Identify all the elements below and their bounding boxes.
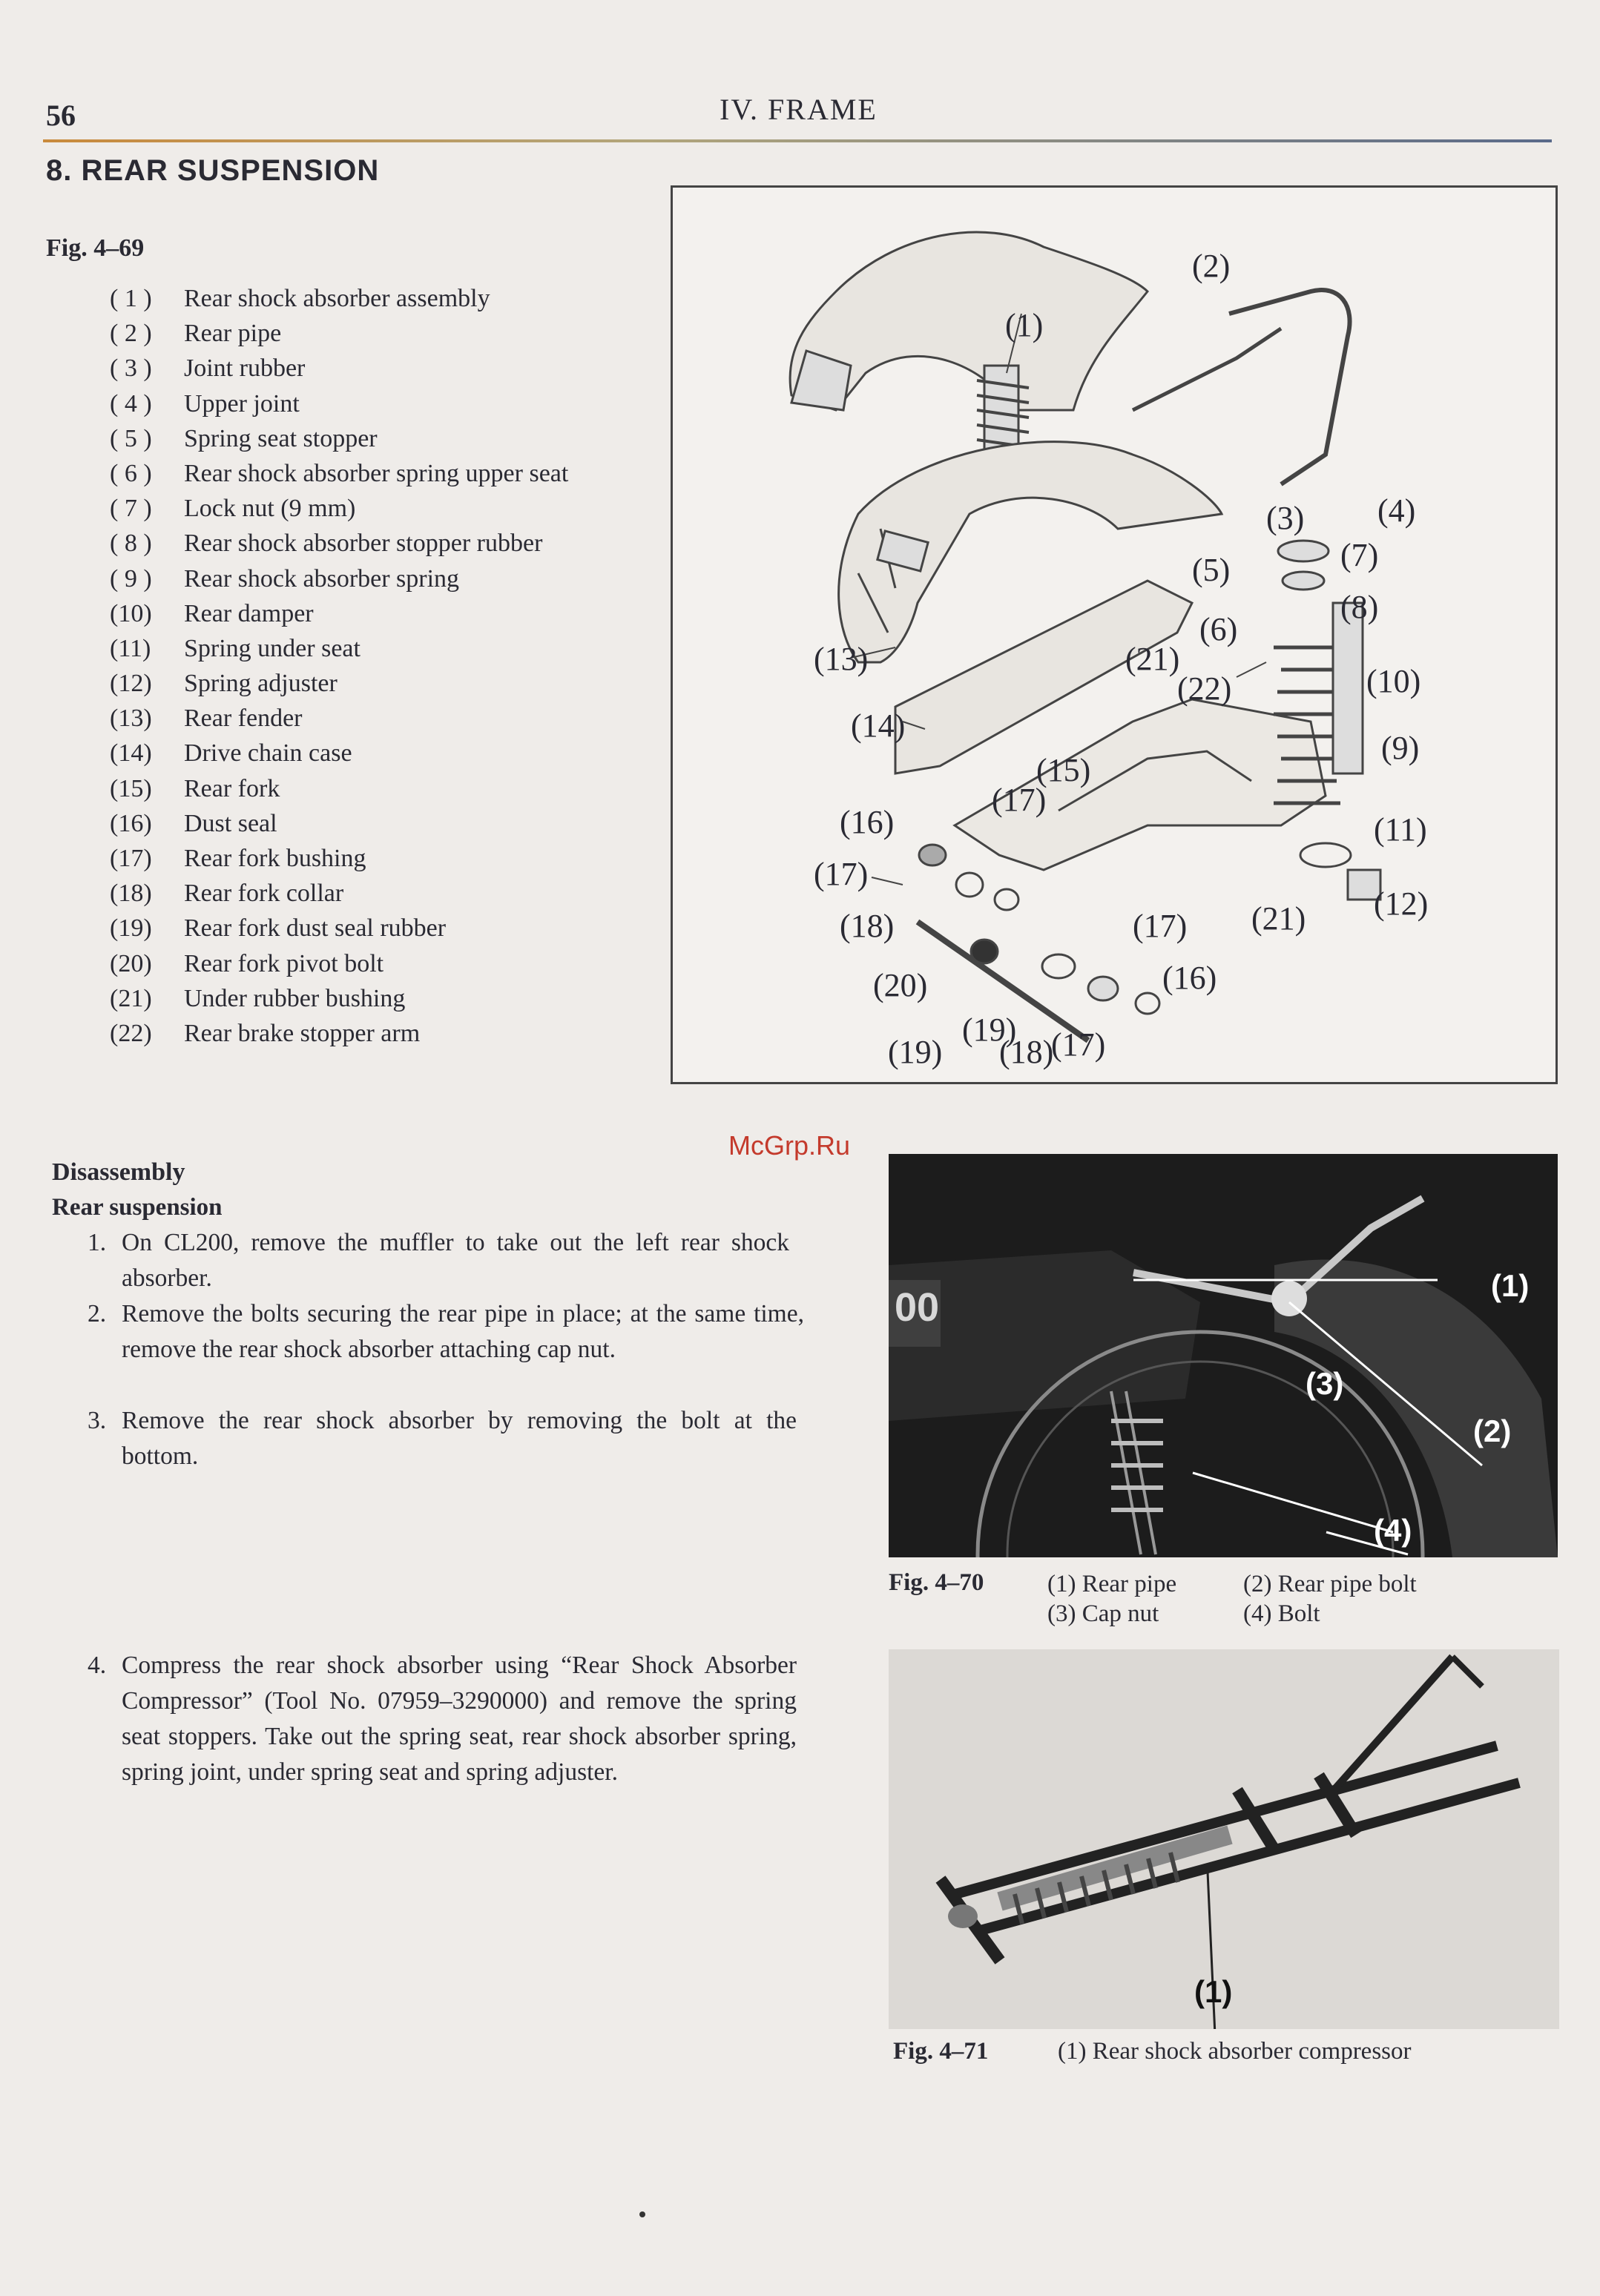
photo-callout-1: (1): [1491, 1268, 1530, 1303]
exploded-diagram: [671, 185, 1558, 1084]
callout-label: (1): [1005, 307, 1044, 343]
callout-label: (16): [1162, 960, 1217, 996]
legend-item: ( 4 ) Upper joint: [110, 389, 300, 418]
callout-label: (6): [1199, 611, 1238, 647]
callout-label: (8): [1340, 589, 1379, 625]
caption-item: (3) Cap nut: [1047, 1600, 1159, 1627]
photo-callout-3: (3): [1306, 1366, 1344, 1401]
legend-item: ( 2 ) Rear pipe: [110, 320, 282, 348]
legend-item: (11) Spring under seat: [110, 634, 361, 662]
callout-label: (15): [1036, 752, 1091, 788]
legend-item: (17) Rear fork bushing: [110, 845, 366, 872]
legend-item: (13) Rear fender: [110, 705, 303, 733]
section-title: 8. REAR SUSPENSION: [46, 154, 380, 187]
legend-item: (10) Rear damper: [110, 599, 314, 627]
legend-item: (15) Rear fork: [110, 774, 280, 802]
callout-label: (18): [840, 908, 895, 944]
step-4: 4. Compress the rear shock absorber using “Rear Shock Absorber Compressor” (Tool No. 07959–3290000) and remove the spring seat stoppers. Take out the spring seat, rear shock absorber spring, spring joint, under spring seat and spring adjuster.: [88, 1652, 797, 1786]
photo-rear-shock-mount: [889, 1154, 1558, 1557]
legend-item: (14) Drive chain case: [110, 739, 352, 768]
legend-item: (19) Rear fork dust seal rubber: [110, 914, 447, 943]
page-number: 56: [46, 99, 76, 132]
page-dot: [639, 2211, 645, 2217]
caption-item: (4) Bolt: [1243, 1600, 1320, 1627]
callout-label: (13): [814, 641, 869, 677]
disassembly-heading: Disassembly: [52, 1158, 185, 1186]
callout-label: (9): [1381, 730, 1420, 766]
legend-item: (22) Rear brake stopper arm: [110, 1019, 421, 1047]
photo-callout-4: (4): [1374, 1513, 1412, 1548]
callout-label: (17): [1133, 908, 1188, 944]
photo-compressor-tool: [889, 1649, 1559, 2029]
legend-item: (20) Rear fork pivot bolt: [110, 949, 384, 977]
callout-label: (19): [962, 1012, 1017, 1048]
callout-label: (17): [1051, 1026, 1106, 1063]
legend-item: ( 9 ) Rear shock absorber spring: [110, 564, 460, 593]
callout-label: (10): [1366, 663, 1421, 699]
step-3: 3. Remove the rear shock absorber by removing the bolt at the bottom.: [88, 1407, 797, 1470]
callout-label: (5): [1192, 552, 1231, 588]
figure-label-4-69: Fig. 4–69: [46, 234, 145, 262]
rear-suspension-subheading: Rear suspension: [52, 1194, 223, 1221]
callout-label: (2): [1192, 248, 1231, 284]
legend-item: ( 1 ) Rear shock absorber assembly: [110, 285, 490, 312]
callout-label: (14): [851, 707, 906, 744]
legend-item: ( 5 ) Spring seat stopper: [110, 424, 378, 452]
legend-item: ( 3 ) Joint rubber: [110, 354, 306, 383]
legend-item: (18) Rear fork collar: [110, 880, 344, 908]
figure-label-4-71: Fig. 4–71: [893, 2038, 989, 2065]
figure-label-4-70: Fig. 4–70: [889, 1569, 984, 1596]
callout-label: (21): [1251, 900, 1306, 937]
caption-item: (1) Rear shock absorber compressor: [1058, 2038, 1412, 2065]
callout-label: (4): [1377, 492, 1416, 529]
step-2: 2. Remove the bolts securing the rear pipe in place; at the same time, remove the rear shock absorber attaching cap nut.: [88, 1300, 804, 1363]
parts-legend: [110, 285, 674, 1055]
callout-label: (16): [840, 804, 895, 840]
callout-label: (18): [999, 1034, 1054, 1070]
legend-item: ( 8 ) Rear shock absorber stopper rubber: [110, 530, 543, 558]
photo-callout-1: (1): [1194, 1974, 1233, 2009]
legend-item: ( 7 ) Lock nut (9 mm): [110, 495, 356, 523]
caption-item: (2) Rear pipe bolt: [1243, 1571, 1417, 1597]
callout-label: (17): [814, 856, 869, 892]
photo-callout-2: (2): [1473, 1413, 1512, 1448]
legend-item: (21) Under rubber bushing: [110, 984, 406, 1012]
header-rule: [43, 139, 1552, 142]
photo-number-text: 00: [895, 1285, 940, 1330]
legend-item: (12) Spring adjuster: [110, 670, 338, 698]
callout-label: (12): [1374, 885, 1429, 922]
callout-label: (21): [1125, 641, 1180, 677]
legend-item: ( 6 ) Rear shock absorber spring upper seat: [110, 459, 569, 487]
callout-label: (20): [873, 967, 928, 1003]
legend-item: (16) Dust seal: [110, 809, 277, 837]
chapter-title: IV. FRAME: [720, 93, 878, 126]
callout-label: (22): [1177, 670, 1232, 707]
callout-label: (3): [1266, 500, 1305, 536]
caption-item: (1) Rear pipe: [1047, 1571, 1177, 1597]
callout-label: (19): [888, 1034, 943, 1070]
step-1: 1. On CL200, remove the muffler to take out the left rear shock absorber.: [88, 1229, 789, 1292]
callout-label: (11): [1374, 811, 1427, 848]
watermark-text: McGrp.Ru: [728, 1130, 851, 1161]
callout-label: (17): [992, 782, 1047, 818]
callout-label: (7): [1340, 537, 1379, 573]
